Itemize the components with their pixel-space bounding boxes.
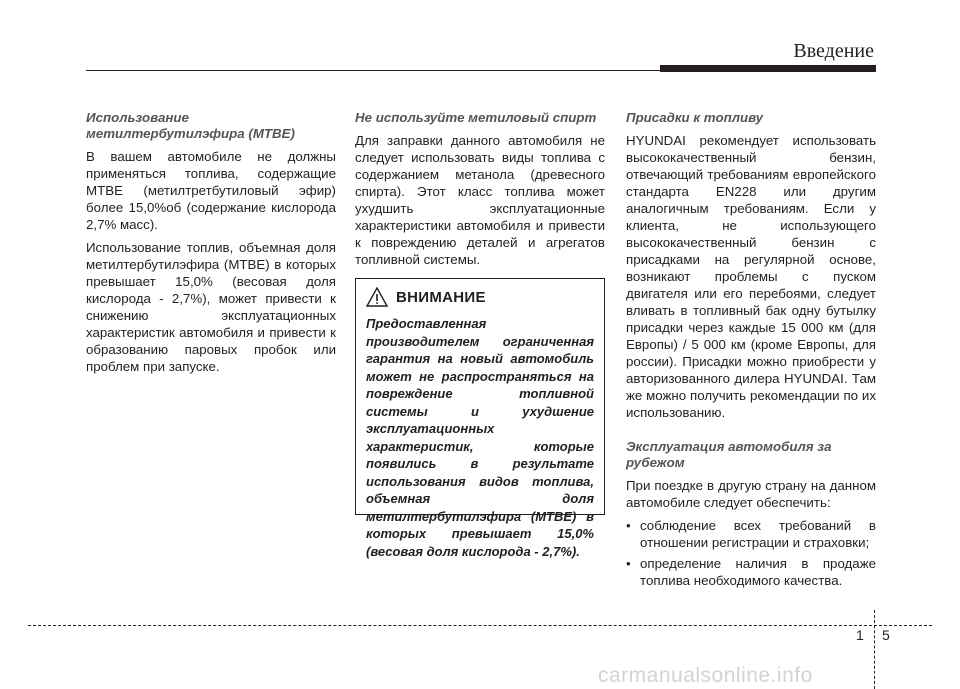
section-title-mtbe: Использование метилтербутилэфира (MTBE) (86, 110, 295, 141)
paragraph: Для заправки данного автомобиля не следует использовать виды топлива с содержанием метанола (древесного спирта). Этот класс топлива может ухудшить эксплуатационные характеристики автомобиля и привести к повреждению деталей и агрегатов топливной системы. (355, 133, 605, 267)
column-additives (626, 110, 876, 593)
warning-box (355, 278, 605, 559)
footer-rule (28, 625, 932, 627)
paragraph: HYUNDAI рекомендует использовать высококачественный бензин, отвечающий требованиям европейского стандарта EN228 или другим аналогичным требованиям. Если у клиента, не использующего высококачественный бензин с присадками на регулярной основе, возникают проблемы с пуском двигателя или его перебоями, следует вливать в топливный бак одну бутылку присадки через каждые 15 000 км (для Европы) / 5 000 км (кроме Европы, для россии). Присадки можно приобрести у авторизованного дилера HYUNDAI. Там же можно получить рекомендации по их использованию. (626, 133, 876, 420)
paragraph: Использование топлив, объемная доля метилтербутилэфира (MTBE) в которых превышает 15,0% (весовая доля кислорода - 2,7%), может привести к снижению эксплуатационных характеристик автомобиля и привести к образованию паровых пробок или проблем при запуске. (86, 240, 336, 374)
page-number-separator (874, 610, 876, 689)
bullet-list (626, 517, 876, 589)
paragraph: При поездке в другую страну на данном автомобиле следует обеспечить: (626, 478, 876, 510)
warning-text: Предоставленная производителем ограниченная гарантия на новый автомобиль может не распространяться на повреждение топливной системы и ухудшение эксплуатационных характеристик, которые появились в результате использования видов топлива, объемная доля метилтербутилэфира (MTBE) в которых превышает 15,0% (весовая доля кислорода - 2,7%). (366, 316, 594, 559)
column-mtbe (86, 110, 336, 381)
section-title-methanol: Не используйте метиловый спирт (355, 110, 597, 125)
header-rule-accent (660, 65, 876, 72)
warning-title: ВНИМАНИЕ (396, 288, 486, 306)
page-number: 5 (882, 627, 890, 643)
watermark: carmanualsonline.info (598, 664, 813, 687)
chapter-number: 1 (856, 627, 864, 643)
section-title-abroad: Эксплуатация автомобиля за рубежом (626, 439, 832, 470)
warning-header (356, 279, 604, 309)
list-item: • определение наличия в продаже топлива необходимого качества. (626, 555, 876, 589)
header-title: Введение (793, 40, 874, 62)
warning-triangle-icon (366, 287, 388, 307)
list-item: • соблюдение всех требований в отношении регистрации и страховки; (626, 517, 876, 551)
column-methanol (355, 110, 605, 274)
section-title-additives: Присадки к топливу (626, 110, 764, 125)
header-rule (86, 70, 660, 71)
paragraph: В вашем автомобиле не должны применяться топлива, содержащие MTBE (метилтретбутиловый эфир) более 15,0%об (содержание кислорода 2,7% масс). (86, 149, 336, 232)
